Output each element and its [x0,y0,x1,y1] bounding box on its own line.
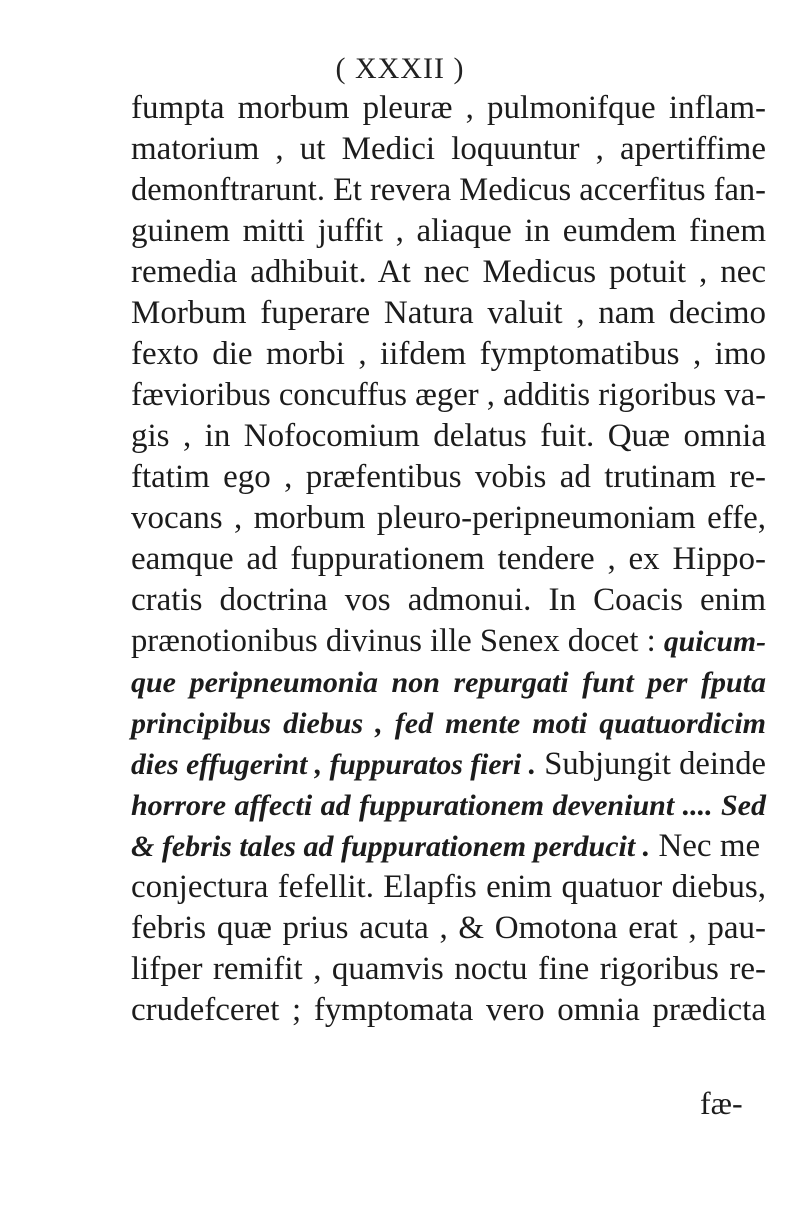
text-line [131,129,766,170]
text-line [131,334,766,375]
line-text: matorium , ut Medici loquuntur , apertiffime [131,131,766,167]
text-line [131,949,766,990]
line-text: conjectura fefellit. Elapfis enim quatuor diebus, [131,869,766,905]
line-text: que peripneumonia non repurgati funt per fputa [131,666,766,699]
text-line [131,539,766,580]
italic-run: quicum- [663,625,767,658]
text-line [131,457,766,498]
text-line [131,990,766,1031]
italic-run: & febris tales ad fuppurationem perducit . [131,830,651,863]
line-text: Subjungit deinde [544,746,766,782]
text-line [131,88,766,129]
line-text: demonftrarunt. Et revera Medicus accerfitus fan- [131,172,766,208]
line-text: principibus diebus , fed mente moti quatuordicim [131,707,766,740]
text-line [131,375,766,416]
body-text [131,88,766,1031]
line-text: gis , in Nofocomium delatus fuit. Quæ omnia [131,418,766,454]
text-line [131,867,766,908]
line-text: vocans , morbum pleuro-peripneumoniam effe, [131,500,766,536]
line-text: Nec me [658,828,761,864]
text-line [131,416,766,457]
text-line-italic [131,703,766,744]
text-line [131,211,766,252]
catchword: fæ- [700,1085,743,1121]
line-text: fumpta morbum pleuræ , pulmonifque inflam- [131,90,766,126]
text-line [131,908,766,949]
text-line [131,498,766,539]
line-text: ftatim ego , præfentibus vobis ad trutinam re- [131,459,766,495]
text-line [131,580,766,621]
line-text: prænotionibus divinus ille Senex docet : [131,623,656,659]
text-line [131,621,766,662]
line-text: lifper remifit , quamvis noctu fine rigoribus re- [131,951,766,987]
line-text: guinem mitti juffit , aliaque in eumdem finem [131,213,766,249]
text-line [131,170,766,211]
text-line [131,252,766,293]
text-line-italic [131,662,766,703]
italic-run: dies effugerint , fuppuratos fieri . [131,748,537,781]
text-line [131,293,766,334]
text-line [131,826,766,867]
line-text: crudefceret ; fymptomata vero omnia prædicta [131,992,766,1028]
text-line [131,744,766,785]
line-text: febris quæ prius acuta , & Omotona erat , pau- [131,910,766,946]
line-text: fævioribus concuffus æger , additis rigoribus va- [131,377,767,413]
line-text: remedia adhibuit. At nec Medicus potuit , nec [131,254,766,290]
text-line-italic [131,785,766,826]
line-text: cratis doctrina vos admonui. In Coacis enim [131,582,766,618]
line-text: eamque ad fuppurationem tendere , ex Hippo- [131,541,766,577]
line-text: Morbum fuperare Natura valuit , nam decimo [131,295,766,331]
line-text: horrore affecti ad fuppurationem deveniunt .... Sed [131,789,766,822]
page-number: ( XXXII ) [335,52,465,85]
line-text: fexto die morbi , iifdem fymptomatibus , imo [131,336,766,372]
